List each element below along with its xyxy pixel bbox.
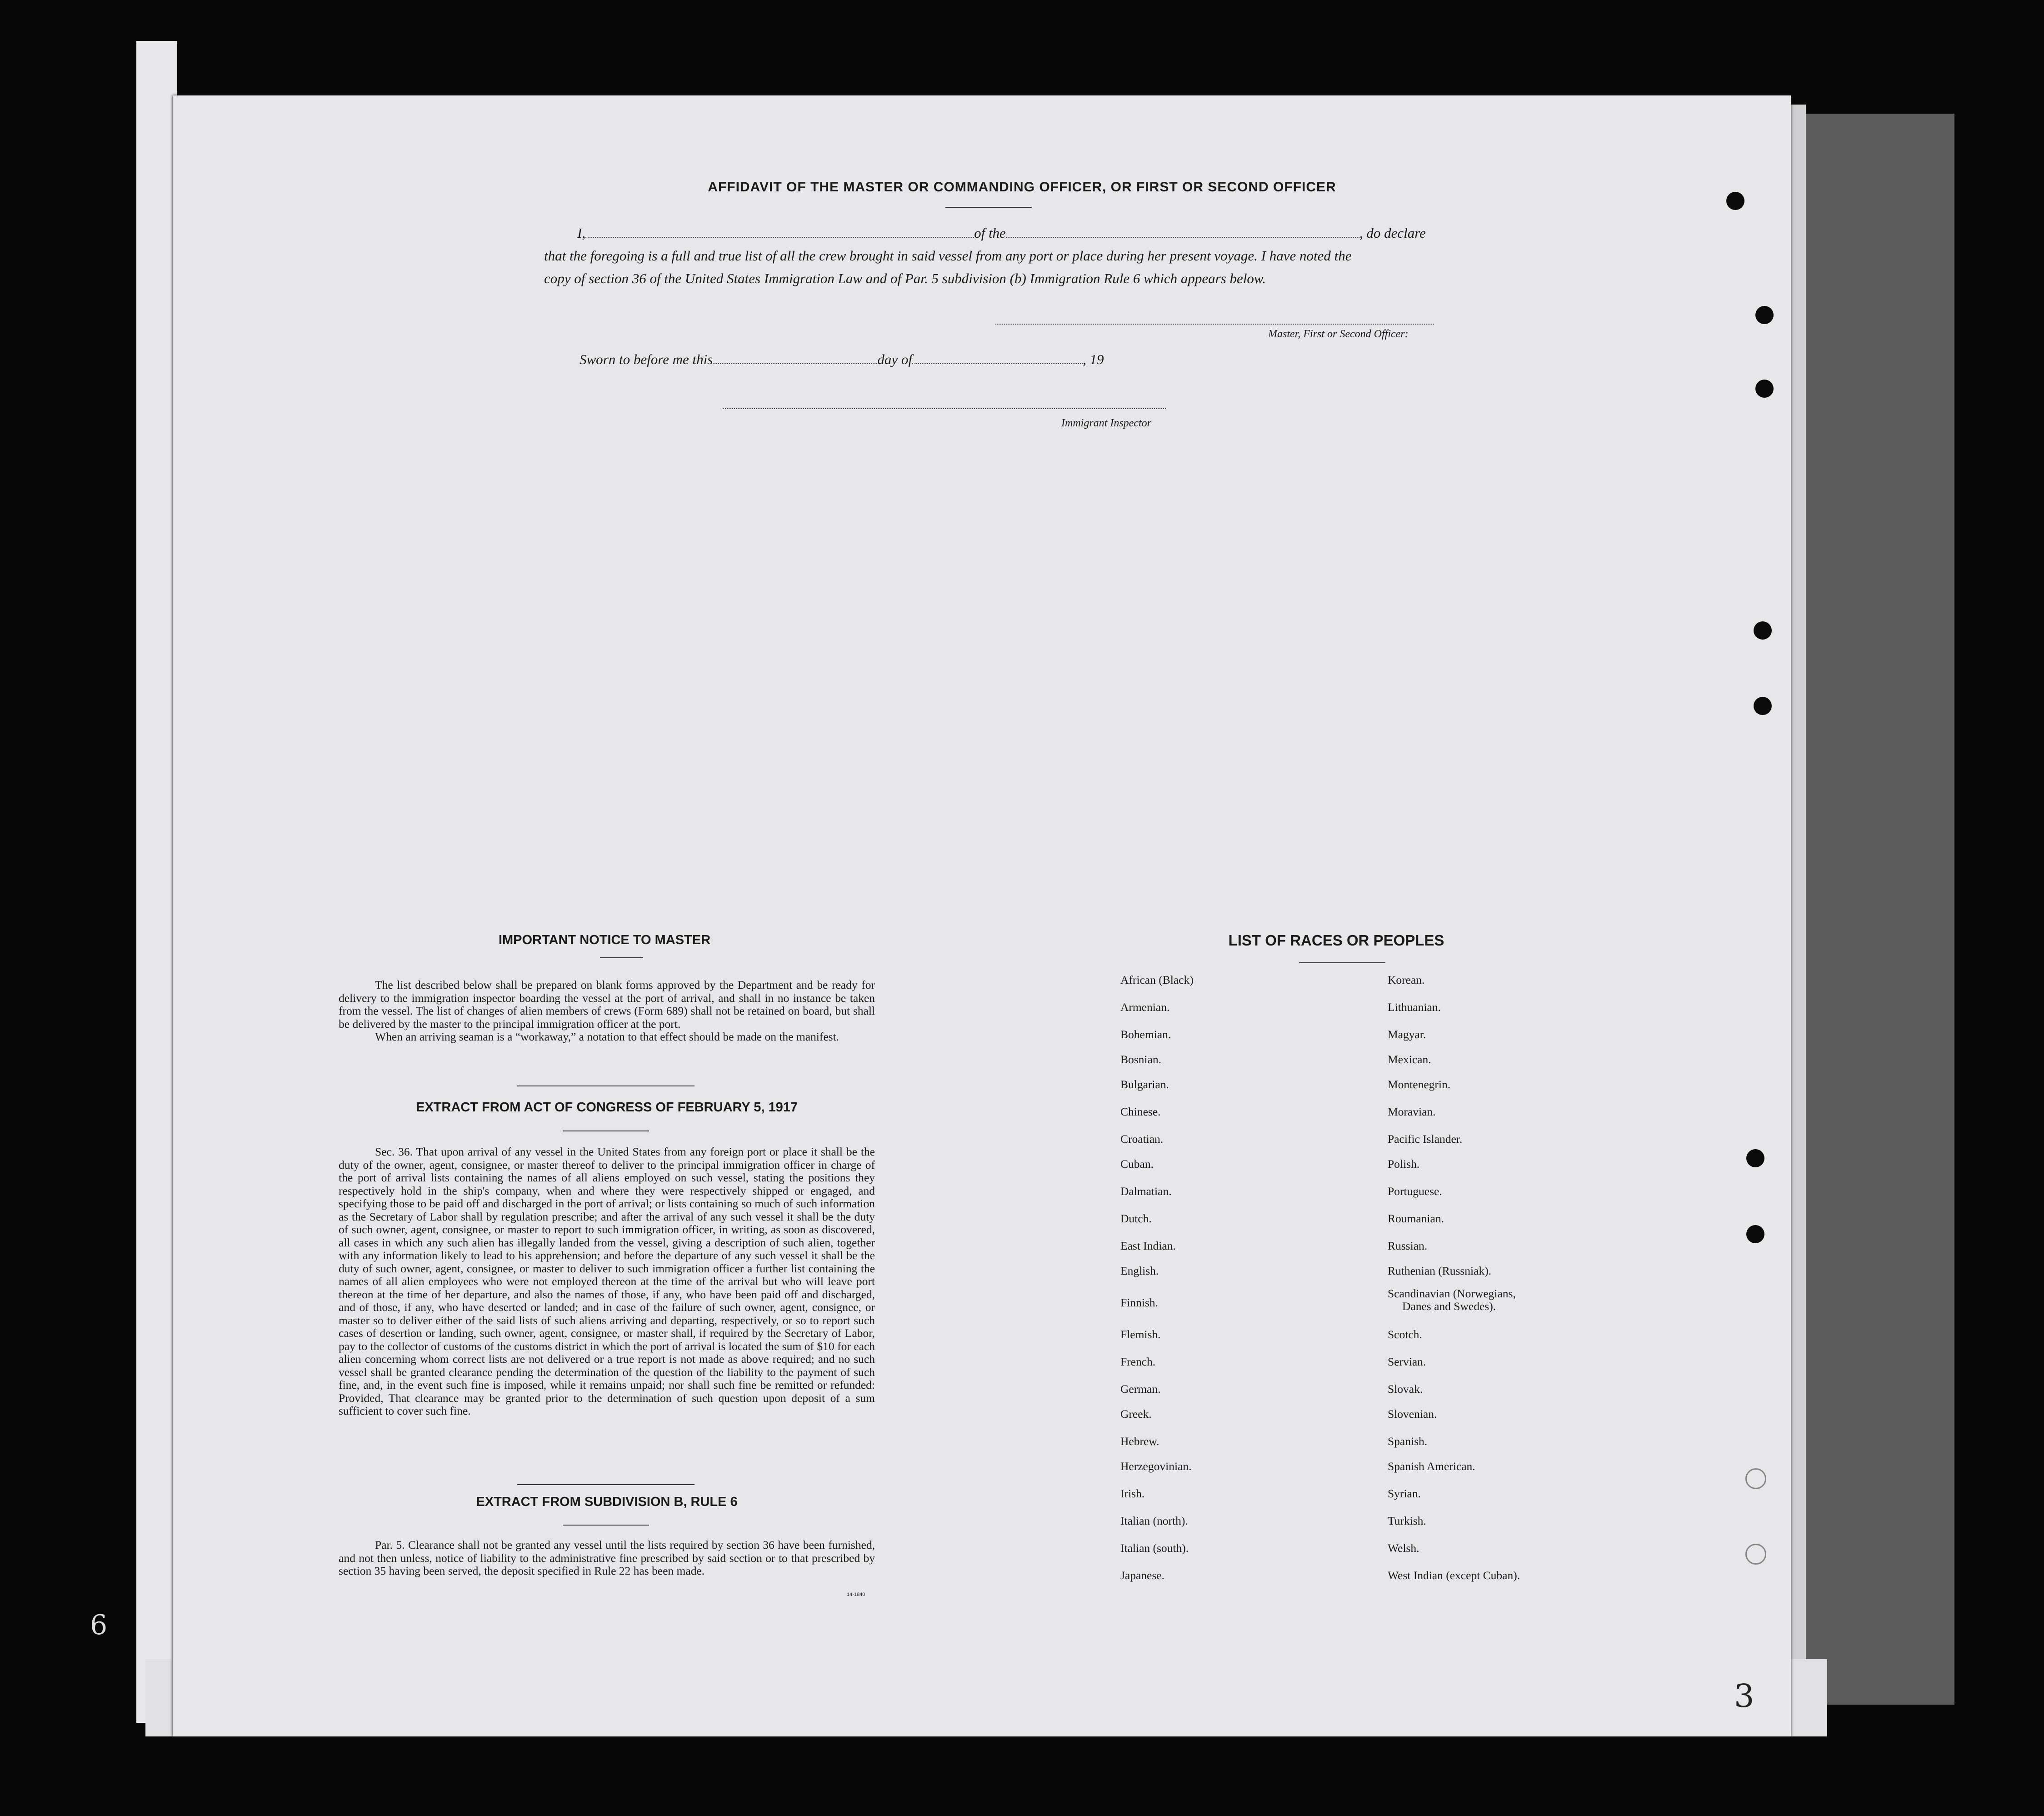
race-item: Flemish. [1120,1328,1161,1341]
race-item: Magyar. [1388,1028,1426,1041]
race-item: Lithuanian. [1388,1001,1441,1014]
left-margin-number: 6 [90,1609,108,1641]
notice-paragraph-1: The list described below shall be prepared on blank forms approved by the Department and be ready for delivery to the immigration inspector boarding the vessel at the port of arrival, and shall in no instance be taken from the vessel. The list of changes of alien members of crews (Form 689) shall not be retained on board, but shall be delivered by the master to the principal immigration officer at the port. [339,978,875,1031]
notice-title: IMPORTANT NOTICE TO MASTER [498,933,711,947]
sworn-month-blank [912,353,1083,364]
act-text [339,1146,875,1418]
race-item: Croatian. [1120,1132,1164,1146]
master-signature-label: Master, First or Second Officer: [1268,328,1409,340]
declaration-line-3: copy of section 36 of the United States Immigration Law and of Par. 5 subdivision (b) Immigration Rule 6 which appears below. [544,270,1266,286]
race-item: Syrian. [1388,1487,1421,1500]
sworn-line [580,351,1104,368]
race-item: Dutch. [1120,1212,1152,1225]
inspector-label: Immigrant Inspector [1061,417,1151,429]
race-item: Ruthenian (Russniak). [1388,1264,1492,1277]
punch-hole [1754,697,1772,715]
race-item: Russian. [1388,1239,1428,1252]
race-item: West Indian (except Cuban). [1388,1569,1520,1582]
notice-paragraph-2: When an arriving seaman is a “workaway,” a notation to that effect should be made on the manifest. [375,1030,840,1043]
declaration-of-the: of the [974,225,1006,241]
race-item: Pacific Islander. [1388,1132,1463,1146]
declaration-line-2: that the foregoing is a full and true list of all the crew brought in said vessel from any port or place during her present voyage. I have noted the [544,248,1352,264]
sworn-day-of: day of [877,351,912,367]
form-number: 14-1840 [847,1592,865,1597]
form-page [173,95,1791,1736]
race-item: Bohemian. [1120,1028,1171,1041]
race-item: Cuban. [1120,1157,1154,1171]
race-item: Chinese. [1120,1105,1161,1118]
races-title: LIST OF RACES OR PEOPLES [1228,932,1444,949]
race-item: German. [1120,1382,1161,1396]
race-item: French. [1120,1355,1156,1368]
punch-hole [1746,1225,1764,1243]
rule-divider-top [517,1484,695,1485]
act-section-36: Sec. 36. That upon arrival of any vessel in the United States from any foreign port or place it shall be the duty of the owner, agent, consignee, or master thereof to deliver to the principal immigration officer in charge of the port of arrival lists containing the names of all aliens employed on such vessel, stating the positions they respectively hold in the ship's company, when and where they were respectively shipped or engaged, and specifying those to be paid off and discharged in the port of arrival; or lists containing so much of such information as the Secretary of Labor shall by regulation prescribe; and after the arrival of any such vessel it shall be the duty of such owner, agent, consignee, or master to report to such immigration officer, in writing, as soon as discovered, all cases in which any such alien has illegally landed from the vessel, giving a description of such alien, together with any information likely to lead to his apprehension; and before the departure of any such vessel it shall be the duty of such owner, agent, consignee, or master to deliver to such immigration officer a further list containing the names of all alien employees who were not employed thereon at the time of the arrival but who will leave port thereon at the time of her departure, and also the names of those, if any, who have been paid off and discharged, and of those, if any, who have deserted or landed; and in case of the failure of such owner, agent, consignee, or master so to deliver either of the said lists of such aliens arriving and departing, respectively, or so to report such cases of desertion or landing, such owner, agent, consignee, or master shall, if required by the Secretary of Labor, pay to the collector of customs of the customs district in which the port of arrival is located the sum of $10 for each alien concerning whom correct lists are not delivered or a true report is not made as above required; and no such vessel shall be granted clearance pending the determination of the question of the liability to the payment of such fine, and, in the event such fine is imposed, while it remains unpaid; nor shall such fine be remitted or refunded: Provided, That clearance may be granted prior to the determination of such question upon deposit of a sum sufficient to cover such fine. [339,1145,875,1417]
race-item: Finnish. [1120,1296,1158,1309]
race-item: Polish. [1388,1157,1420,1171]
notice-text [339,979,875,1044]
race-item: Slovenian. [1388,1407,1437,1421]
race-item: Bosnian. [1120,1053,1161,1066]
races-divider [1299,962,1385,963]
race-item: Roumanian. [1388,1212,1444,1225]
race-item: Bulgarian. [1120,1078,1169,1091]
name-blank [585,227,974,238]
race-item: English. [1120,1264,1159,1277]
punch-hole [1745,1468,1766,1489]
punch-hole [1745,1544,1766,1565]
race-item-continuation: Danes and Swedes). [1402,1300,1496,1313]
sworn-day-blank [713,353,877,364]
declaration-i: I, [577,225,586,241]
race-item: East Indian. [1120,1239,1176,1252]
act-title: EXTRACT FROM ACT OF CONGRESS OF FEBRUARY 5, 1917 [415,1100,798,1115]
punch-hole [1755,306,1774,324]
race-item: Herzegovinian. [1120,1460,1192,1473]
sworn-year: , 19 [1082,351,1104,367]
rule-title: EXTRACT FROM SUBDIVISION B, RULE 6 [476,1495,738,1509]
race-item: Japanese. [1120,1569,1164,1582]
race-item: Italian (north). [1120,1514,1188,1527]
race-item: Mexican. [1388,1053,1431,1066]
rule-divider-bottom [563,1525,649,1526]
race-item: African (Black) [1120,973,1194,986]
race-item: Spanish. [1388,1435,1428,1448]
race-item: Dalmatian. [1120,1185,1172,1198]
race-item: Irish. [1120,1487,1145,1500]
punch-hole [1746,1149,1764,1167]
race-item: Slovak. [1388,1382,1423,1396]
vessel-blank [1006,227,1359,238]
race-item: Turkish. [1388,1514,1426,1527]
rule-paragraph-5: Par. 5. Clearance shall not be granted any vessel until the lists required by section 36 have been furnished, and not then unless, notice of liability to the administrative fine prescribed by said section or to that prescribed by section 35 having been served, the deposit specified in Rule 22 has been made. [339,1538,875,1577]
race-item: Servian. [1388,1355,1426,1368]
race-item: Greek. [1120,1407,1152,1421]
race-item: Moravian. [1388,1105,1436,1118]
race-item: Armenian. [1120,1001,1170,1014]
race-item: Spanish American. [1388,1460,1475,1473]
declaration-declare: , do declare [1359,225,1426,241]
race-item: Montenegrin. [1388,1078,1451,1091]
underlying-sheet-left [136,41,177,1723]
inspector-signature-line [723,408,1166,409]
race-item: Scotch. [1388,1328,1422,1341]
punch-hole [1755,380,1774,398]
right-margin-number: 3 [1734,1677,1754,1715]
punch-hole [1754,621,1772,640]
race-item: Portuguese. [1388,1185,1442,1198]
race-item: Hebrew. [1120,1435,1159,1448]
race-item: Scandinavian (Norwegians, [1388,1287,1516,1300]
notice-divider [600,957,643,958]
sworn-prefix: Sworn to before me this [580,351,713,367]
affidavit-title: AFFIDAVIT OF THE MASTER OR COMMANDING OFFICER, OR FIRST OR SECOND OFFICER [708,180,1336,195]
master-signature-line [995,324,1434,325]
rule-text [339,1539,875,1578]
race-item: Korean. [1388,973,1425,986]
title-divider [945,207,1032,208]
declaration-line-1 [577,225,1426,241]
race-item: Italian (south). [1120,1541,1189,1555]
race-item: Welsh. [1388,1541,1419,1555]
